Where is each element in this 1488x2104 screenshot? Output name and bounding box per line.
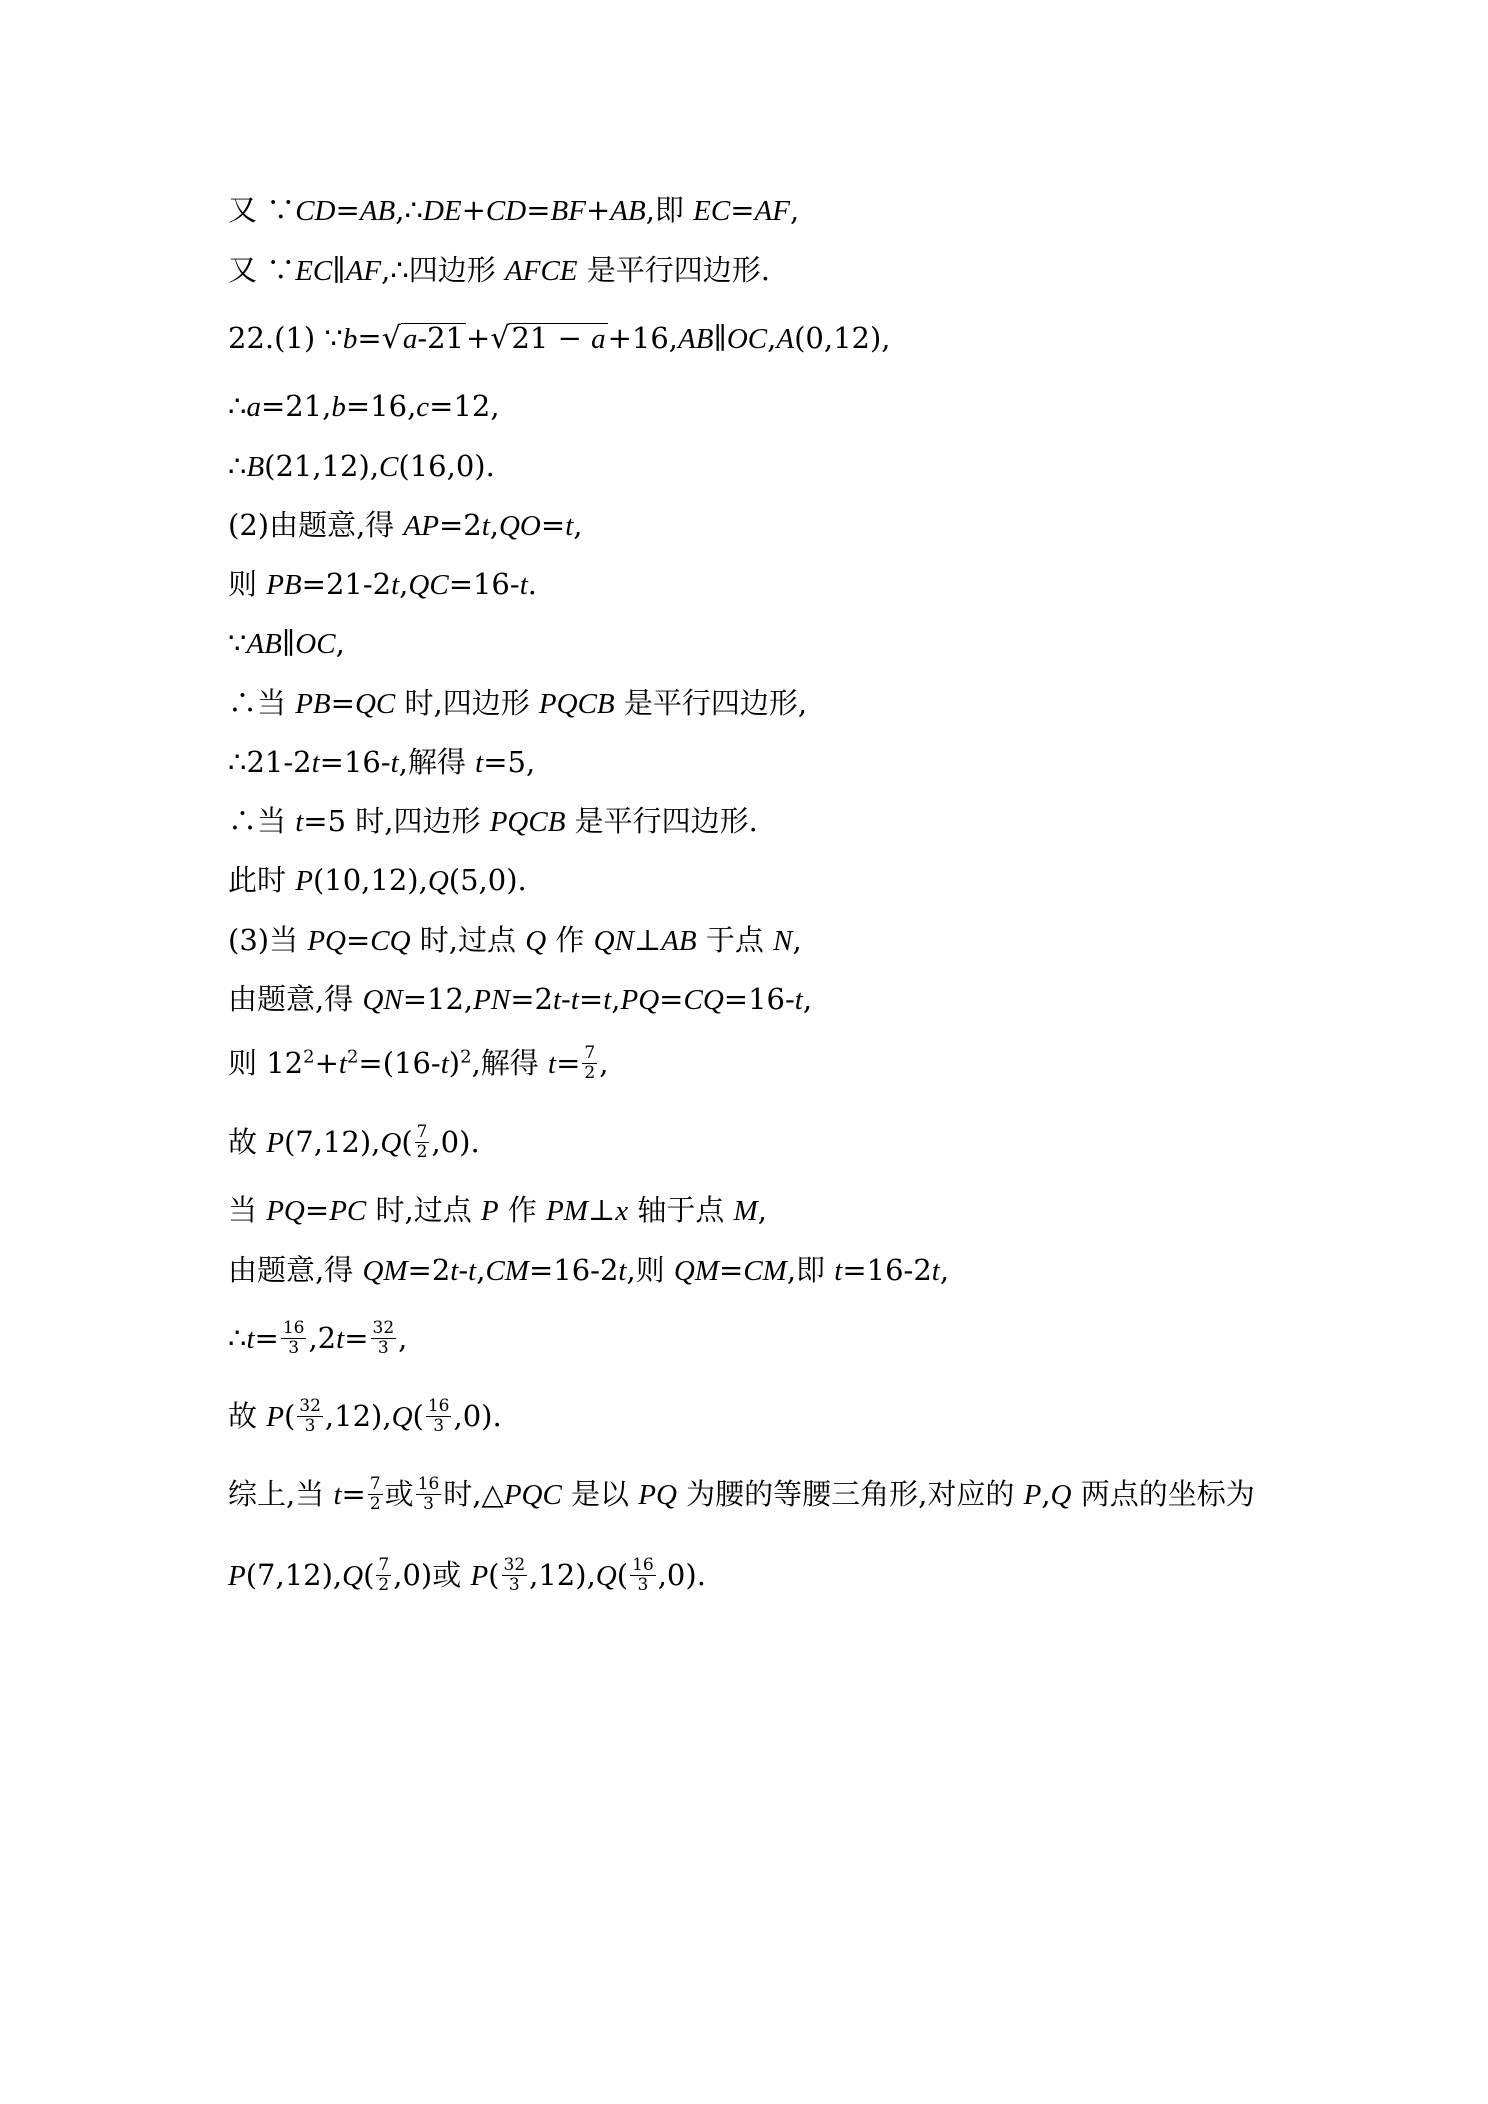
text-line-22: P(7,12),Q( $\frac{7}{2}$ ,0)或 P( $\frac{32}{3}$ ,12),Q( $\frac{16}{3}$ ,0). [228, 1554, 706, 1595]
text-line-6: (2)由题意,得 AP=2t,QO=t, [228, 508, 583, 542]
text-line-8: ∵AB∥OC, [228, 626, 345, 660]
text-line-12: 此时 P(10,12),Q(5,0). [228, 863, 527, 897]
text-line-17: 当 PQ=PC 时,过点 P 作 PM⊥x 轴于点 M, [228, 1193, 767, 1227]
text-line-10: ∴21-2t=16-t,解得 t=5, [228, 745, 536, 779]
fraction: $\frac{32}{3}$ [372, 1317, 395, 1358]
text-line-16: 故 P(7,12),Q( $\frac{7}{2}$ ,0). [228, 1121, 480, 1162]
fraction: $\frac{16}{3}$ [427, 1395, 450, 1436]
text-line-1: 又 ∵CD=AB,∴DE+CD=BF+AB,即 EC=AF, [228, 193, 800, 227]
text-line-2: 又 ∵EC∥AF,∴四边形 AFCE 是平行四边形. [228, 253, 770, 287]
sqrt-expression: √21 − a [490, 321, 606, 356]
fraction: $\frac{7}{2}$ [369, 1473, 381, 1514]
text-line-7: 则 PB=21-2t,QC=16-t. [228, 567, 537, 601]
text-line-4: ∴a=21,b=16,c=12, [228, 389, 500, 423]
fraction: $\frac{32}{3}$ [299, 1395, 321, 1436]
fraction: $\frac{16}{3}$ [632, 1554, 654, 1595]
fraction: $\frac{16}{3}$ [417, 1473, 440, 1514]
text-line-19: ∴t= $\frac{16}{3}$ ,2t= $\frac{32}{3}$ , [228, 1317, 408, 1358]
fraction: $\frac{32}{3}$ [503, 1554, 526, 1595]
text-line-15: 则 $12^2+t^2=(16-t)^2$,解得 t= $\frac{7}{2}$ , [228, 1042, 609, 1083]
text-line-11: ∴当 t=5 时,四边形 PQCB 是平行四边形. [228, 804, 758, 838]
text-line-21: 综上,当 t= $\frac{7}{2}$ 或 $\frac{16}{3}$ 时,△PQC 是以 PQ 为腰的等腰三角形,对应的 P,Q 两点的坐标为 [228, 1473, 1255, 1514]
fraction: $\frac{7}{2}$ [378, 1554, 390, 1595]
text-line-18: 由题意,得 QM=2t-t,CM=16-2t,则 QM=CM,即 t=16-2t, [228, 1253, 950, 1287]
fraction: $\frac{16}{3}$ [282, 1317, 305, 1358]
text-line-3: 22.(1) ∵b=√a-21+√21 − a+16,AB∥OC,A(0,12), [228, 318, 891, 359]
sqrt-expression: √a-21 [381, 321, 465, 356]
text-line-5: ∴B(21,12),C(16,0). [228, 449, 495, 483]
text-line-9: ∴当 PB=QC 时,四边形 PQCB 是平行四边形, [228, 686, 808, 720]
fraction: $\frac{7}{2}$ [584, 1042, 596, 1083]
text-line-13: (3)当 PQ=CQ 时,过点 Q 作 QN⊥AB 于点 N, [228, 923, 802, 957]
text-line-20: 故 P( $\frac{32}{3}$ ,12),Q( $\frac{16}{3}$ ,0). [228, 1395, 502, 1436]
text-line-14: 由题意,得 QN=12,PN=2t-t=t,PQ=CQ=16-t, [228, 982, 813, 1016]
fraction: $\frac{7}{2}$ [416, 1121, 428, 1162]
